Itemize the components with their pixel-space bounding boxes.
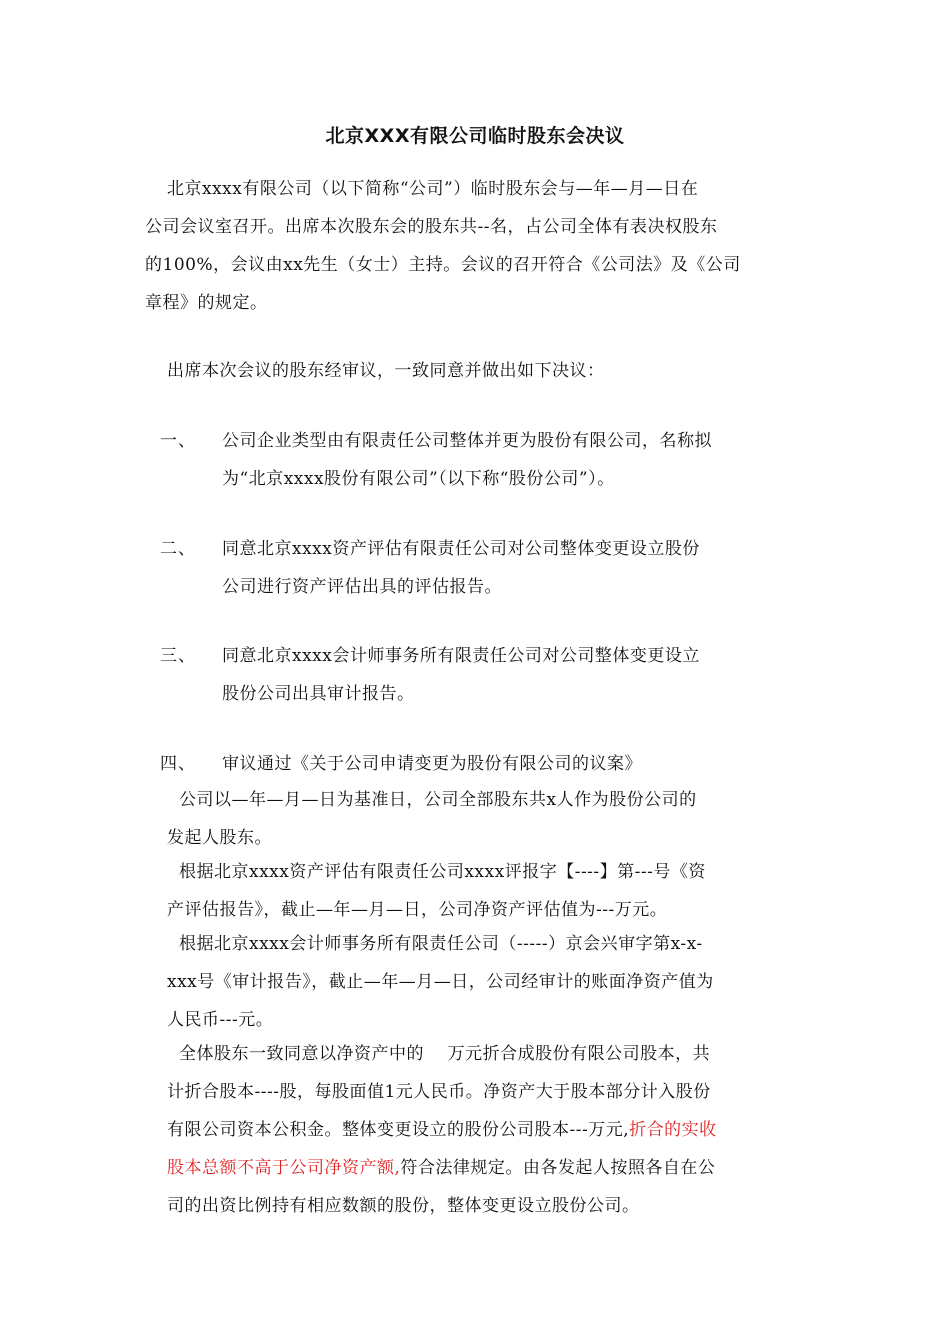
- resolution-item: [222, 745, 642, 783]
- detail-line: 计折合股本----股，每股面值1元人民币。净资产大于股本部分计入股份: [167, 1082, 711, 1102]
- resolution-line: 同意北京xxxx资产评估有限责任公司对公司整体变更设立股份: [222, 539, 700, 559]
- detail-line: xxx号《审计报告》，截止—年—月—日，公司经审计的账面净资产值为: [167, 972, 714, 992]
- document-title: 北京XXX有限公司临时股东会决议: [325, 125, 625, 147]
- detail-line-mixed: [167, 1149, 717, 1187]
- detail-line: 全体股东一致同意以净资产中的 万元折合成股份有限公司股本，共: [179, 1044, 711, 1064]
- resolution-line: 为“北京xxxx股份有限公司”（以下称“股份公司”）。: [222, 469, 615, 489]
- detail-paragraph-audit: [167, 925, 714, 1039]
- resolution-number: 二、: [160, 539, 196, 559]
- detail-line: 发起人股东。: [167, 828, 272, 848]
- resolution-number: 一、: [160, 431, 196, 451]
- resolution-item: [222, 422, 712, 498]
- resolution-number: 四、: [160, 754, 196, 774]
- resolution-line: 公司进行资产评估出具的评估报告。: [222, 577, 502, 597]
- intro-line: 的100%，会议由xx先生（女士）主持。会议的召开符合《公司法》及《公司: [145, 255, 741, 275]
- highlighted-text: 股本总额不高于公司净资产额,: [167, 1158, 401, 1178]
- highlighted-text: 折合的实收: [629, 1120, 717, 1140]
- detail-line-mixed: [167, 1111, 717, 1149]
- resolution-line: 审议通过《关于公司申请变更为股份有限公司的议案》: [222, 754, 642, 774]
- detail-text: 有限公司资本公积金。整体变更设立的股份公司股本---万元,: [167, 1120, 630, 1140]
- resolution-statement: 出席本次会议的股东经审议，一致同意并做出如下决议：: [167, 361, 605, 381]
- resolution-item: [222, 637, 700, 713]
- detail-paragraph-appraisal: [167, 853, 706, 929]
- detail-line: 产评估报告》，截止—年—月—日，公司净资产评估值为---万元。: [167, 900, 668, 920]
- intro-paragraph: [145, 170, 741, 322]
- detail-line: 司的出资比例持有相应数额的股份，整体变更设立股份公司。: [167, 1196, 640, 1216]
- detail-line: 根据北京xxxx会计师事务所有限责任公司（-----）京会兴审字第x-x-: [179, 934, 703, 954]
- detail-text: 符合法律规定。由各发起人按照各自在公: [400, 1158, 716, 1178]
- detail-line: 人民币---元。: [167, 1010, 274, 1030]
- intro-line: 章程》的规定。: [145, 293, 268, 313]
- resolution-line: 同意北京xxxx会计师事务所有限责任公司对公司整体变更设立: [222, 646, 700, 666]
- detail-line: 根据北京xxxx资产评估有限责任公司xxxx评报字【----】第---号《资: [179, 862, 706, 882]
- resolution-line: 股份公司出具审计报告。: [222, 684, 415, 704]
- resolution-number: 三、: [160, 646, 196, 666]
- detail-paragraph-base-date: [167, 781, 697, 857]
- resolution-line: 公司企业类型由有限责任公司整体并更为股份有限公司，名称拟: [222, 431, 712, 451]
- intro-line: 北京xxxx有限公司（以下简称“公司”）临时股东会与—年—月—日在: [167, 179, 699, 199]
- resolution-item: [222, 530, 700, 606]
- detail-line: 公司以—年—月—日为基准日，公司全部股东共x人作为股份公司的: [179, 790, 697, 810]
- detail-paragraph-share-capital: [167, 1035, 717, 1225]
- intro-line: 公司会议室召开。出席本次股东会的股东共--名，占公司全体有表决权股东: [145, 217, 718, 237]
